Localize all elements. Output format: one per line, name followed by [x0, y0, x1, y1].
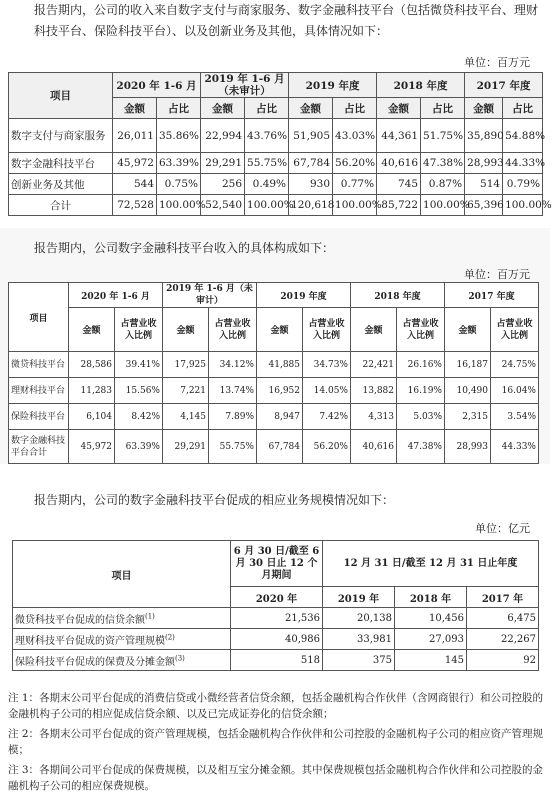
table-row	[9, 378, 539, 404]
row-label: 微贷科技平台	[9, 352, 69, 378]
header-amount: 金额	[445, 308, 491, 352]
row-label: 理财科技平台	[9, 378, 69, 404]
header-ratio: 占营业收入比例	[491, 308, 539, 352]
cell: 7.42%	[303, 404, 351, 430]
cell: 22,267	[467, 629, 539, 650]
footnote-marker: (2)	[165, 633, 175, 642]
cell: 34.73%	[303, 352, 351, 378]
header-ratio: 占营业收入比例	[115, 308, 163, 352]
row-label	[13, 608, 231, 629]
row-label-text: 理财科技平台促成的资产管理规模	[15, 635, 165, 647]
header-period: 2019 年 1-6 月（未审计）	[201, 73, 289, 98]
cell: 26,011	[113, 119, 157, 153]
intro-paragraph: 报告期内，公司的数字金融科技平台促成的相应业务规模情况如下：	[34, 493, 395, 507]
cell: 7,221	[163, 378, 209, 404]
row-label: 创新业务及其他	[9, 174, 113, 195]
header-ratio: 占比	[421, 98, 465, 119]
header-amount: 金额	[351, 308, 397, 352]
cell: 28,586	[69, 352, 115, 378]
business-scale-table	[12, 540, 539, 671]
cell: 10,490	[445, 378, 491, 404]
intro-paragraph: 报告期内，公司数字金融科技平台收入的具体构成如下：	[34, 241, 335, 255]
cell: 27,093	[395, 629, 467, 650]
cell: 16.04%	[491, 378, 539, 404]
cell: 100.00%	[245, 195, 289, 216]
row-label-text: 微贷科技平台促成的信贷余额	[15, 614, 145, 626]
cell: 45,972	[113, 153, 157, 174]
header-amount: 金额	[465, 98, 503, 119]
cell: 35,890	[465, 119, 503, 153]
cell: 22,994	[201, 119, 245, 153]
footnote: 注 3：各期间公司平台促成的保费规模，以及相互宝分摊金额。其中保费规模包括金融机构合作伙伴和公司控股的金融机构子公司的相应保费规模。	[8, 764, 544, 792]
cell: 22,421	[351, 352, 397, 378]
table-row	[9, 153, 543, 174]
cell: 514	[465, 174, 503, 195]
cell: 13.74%	[209, 378, 257, 404]
cell: 55.75%	[245, 153, 289, 174]
cell: 16,187	[445, 352, 491, 378]
cell: 0.49%	[245, 174, 289, 195]
total-row	[9, 430, 539, 464]
cell: 40,616	[351, 430, 397, 464]
cell: 41,885	[257, 352, 303, 378]
header-period: 2019 年度	[289, 73, 377, 98]
header-period: 2018 年度	[351, 283, 445, 308]
unit-label: 单位：亿元	[475, 522, 530, 535]
platform-revenue-panel	[0, 228, 550, 464]
cell: 0.75%	[157, 174, 201, 195]
business-scale-panel	[0, 464, 550, 792]
cell: 24.75%	[491, 352, 539, 378]
cell: 29,291	[201, 153, 245, 174]
cell: 11,283	[69, 378, 115, 404]
unit-label: 单位：百万元	[464, 56, 530, 69]
cell: 100.00%	[421, 195, 465, 216]
cell: 13,882	[351, 378, 397, 404]
cell: 34.12%	[209, 352, 257, 378]
cell: 375	[323, 650, 395, 671]
row-label-text: 保险科技平台促成的保费及分摊金额	[15, 656, 175, 668]
cell: 29,291	[163, 430, 209, 464]
cell: 35.86%	[157, 119, 201, 153]
cell: 0.79%	[503, 174, 543, 195]
cell: 16,952	[257, 378, 303, 404]
header-period: 2020 年 1-6 月	[113, 73, 201, 98]
cell: 930	[289, 174, 333, 195]
header-item: 项目	[13, 541, 231, 608]
cell: 4,145	[163, 404, 209, 430]
cell: 43.76%	[245, 119, 289, 153]
revenue-panel	[0, 0, 550, 228]
cell: 63.39%	[115, 430, 163, 464]
cell: 100.00%	[503, 195, 543, 216]
cell: 33,981	[323, 629, 395, 650]
header-period: 2019 年度	[257, 283, 351, 308]
header-ratio: 占营业收入比例	[303, 308, 351, 352]
footnote: 注 2：各期末公司平台促成的资产管理规模，包括金融机构合作伙伴和公司控股的金融机构子公司的相应资产管理规模；	[8, 728, 544, 756]
table-row	[9, 174, 543, 195]
header-year: 2017 年	[467, 587, 539, 608]
cell: 56.20%	[303, 430, 351, 464]
cell: 65,396	[465, 195, 503, 216]
cell: 39.41%	[115, 352, 163, 378]
header-item: 项目	[9, 283, 69, 352]
cell: 51,905	[289, 119, 333, 153]
cell: 745	[377, 174, 421, 195]
cell: 7.89%	[209, 404, 257, 430]
header-amount: 金额	[377, 98, 421, 119]
cell: 15.56%	[115, 378, 163, 404]
row-label: 保险科技平台	[9, 404, 69, 430]
footnote: 注 1：各期末公司平台促成的消费信贷或小微经营者信贷余额，包括金融机构合作伙伴（含网商银行）和公司控股的金融机构子公司的相应促成信贷余额、以及已完成证券化的信贷余额；	[8, 692, 544, 720]
cell: 20,138	[323, 608, 395, 629]
table-row	[13, 650, 539, 671]
unit-label: 单位：百万元	[464, 268, 530, 281]
cell: 52,540	[201, 195, 245, 216]
footnote-marker: (3)	[175, 654, 185, 663]
header-amount: 金额	[113, 98, 157, 119]
cell: 0.77%	[333, 174, 377, 195]
cell: 8,947	[257, 404, 303, 430]
header-amount: 金额	[201, 98, 245, 119]
table-row	[9, 119, 543, 153]
header-ratio: 占营业收入比例	[209, 308, 257, 352]
cell: 55.75%	[209, 430, 257, 464]
table-row	[13, 629, 539, 650]
table-row	[13, 608, 539, 629]
cell: 256	[201, 174, 245, 195]
header-group-annual: 12 月 31 日/截至 12 月 31 日止年度	[323, 541, 539, 587]
total-row	[9, 195, 543, 216]
cell: 6,475	[467, 608, 539, 629]
header-period: 2019 年 1-6 月（未审计）	[163, 283, 257, 308]
cell: 14.05%	[303, 378, 351, 404]
footnote-marker: (1)	[145, 612, 155, 621]
header-ratio: 占营业收入比例	[397, 308, 445, 352]
row-label	[13, 629, 231, 650]
footnotes	[8, 690, 544, 798]
cell: 47.38%	[421, 153, 465, 174]
cell: 0.87%	[421, 174, 465, 195]
cell: 16.19%	[397, 378, 445, 404]
header-amount: 金额	[69, 308, 115, 352]
cell: 44,361	[377, 119, 421, 153]
cell: 21,536	[231, 608, 323, 629]
cell: 67,784	[257, 430, 303, 464]
header-ratio: 占比	[157, 98, 201, 119]
cell: 3.54%	[491, 404, 539, 430]
table-row	[9, 352, 539, 378]
header-period: 2017 年度	[445, 283, 539, 308]
cell: 26.16%	[397, 352, 445, 378]
header-year: 2018 年	[395, 587, 467, 608]
cell: 54.88%	[503, 119, 543, 153]
cell: 72,528	[113, 195, 157, 216]
cell: 43.03%	[333, 119, 377, 153]
row-label: 合计	[9, 195, 113, 216]
header-amount: 金额	[163, 308, 209, 352]
header-ratio: 占比	[333, 98, 377, 119]
cell: 5.03%	[397, 404, 445, 430]
cell: 8.42%	[115, 404, 163, 430]
row-label: 数字金融科技平台合计	[9, 430, 69, 464]
header-period: 2020 年 1-6 月	[69, 283, 163, 308]
cell: 4,313	[351, 404, 397, 430]
header-amount: 金额	[257, 308, 303, 352]
revenue-table	[8, 72, 552, 216]
cell: 2,315	[445, 404, 491, 430]
cell: 44.33%	[491, 430, 539, 464]
row-label: 数字金融科技平台	[9, 153, 113, 174]
cell: 40,986	[231, 629, 323, 650]
header-year: 2019 年	[323, 587, 395, 608]
cell: 100.00%	[157, 195, 201, 216]
cell: 544	[113, 174, 157, 195]
cell: 47.38%	[397, 430, 445, 464]
cell: 10,456	[395, 608, 467, 629]
row-label: 数字支付与商家服务	[9, 119, 113, 153]
header-ratio: 占比	[503, 98, 543, 119]
cell: 44.33%	[503, 153, 543, 174]
row-label	[13, 650, 231, 671]
cell: 28,993	[465, 153, 503, 174]
cell: 85,722	[377, 195, 421, 216]
cell: 63.39%	[157, 153, 201, 174]
cell: 145	[395, 650, 467, 671]
cell: 56.20%	[333, 153, 377, 174]
cell: 518	[231, 650, 323, 671]
header-ratio: 占比	[245, 98, 289, 119]
platform-revenue-table	[8, 282, 539, 464]
header-group-half-year: 6 月 30 日/截至 6 月 30 日止 12 个月期间	[231, 541, 323, 587]
cell: 51.75%	[421, 119, 465, 153]
cell: 17,925	[163, 352, 209, 378]
header-amount: 金额	[289, 98, 333, 119]
cell: 6,104	[69, 404, 115, 430]
table-row	[9, 404, 539, 430]
cell: 100.00%	[333, 195, 377, 216]
header-year: 2020 年	[231, 587, 323, 608]
cell: 120,618	[289, 195, 333, 216]
cell: 28,993	[445, 430, 491, 464]
header-period: 2018 年度	[377, 73, 465, 98]
cell: 40,616	[377, 153, 421, 174]
cell: 92	[467, 650, 539, 671]
intro-paragraph: 报告期内，公司的收入来自数字支付与商家服务、数字金融科技平台（包括微贷科技平台、理财科技平台、保险科技平台）、以及创新业务及其他，具体情况如下：	[34, 3, 539, 38]
cell: 45,972	[69, 430, 115, 464]
header-item: 项目	[9, 73, 113, 119]
header-period: 2017 年度	[465, 73, 543, 98]
cell: 67,784	[289, 153, 333, 174]
